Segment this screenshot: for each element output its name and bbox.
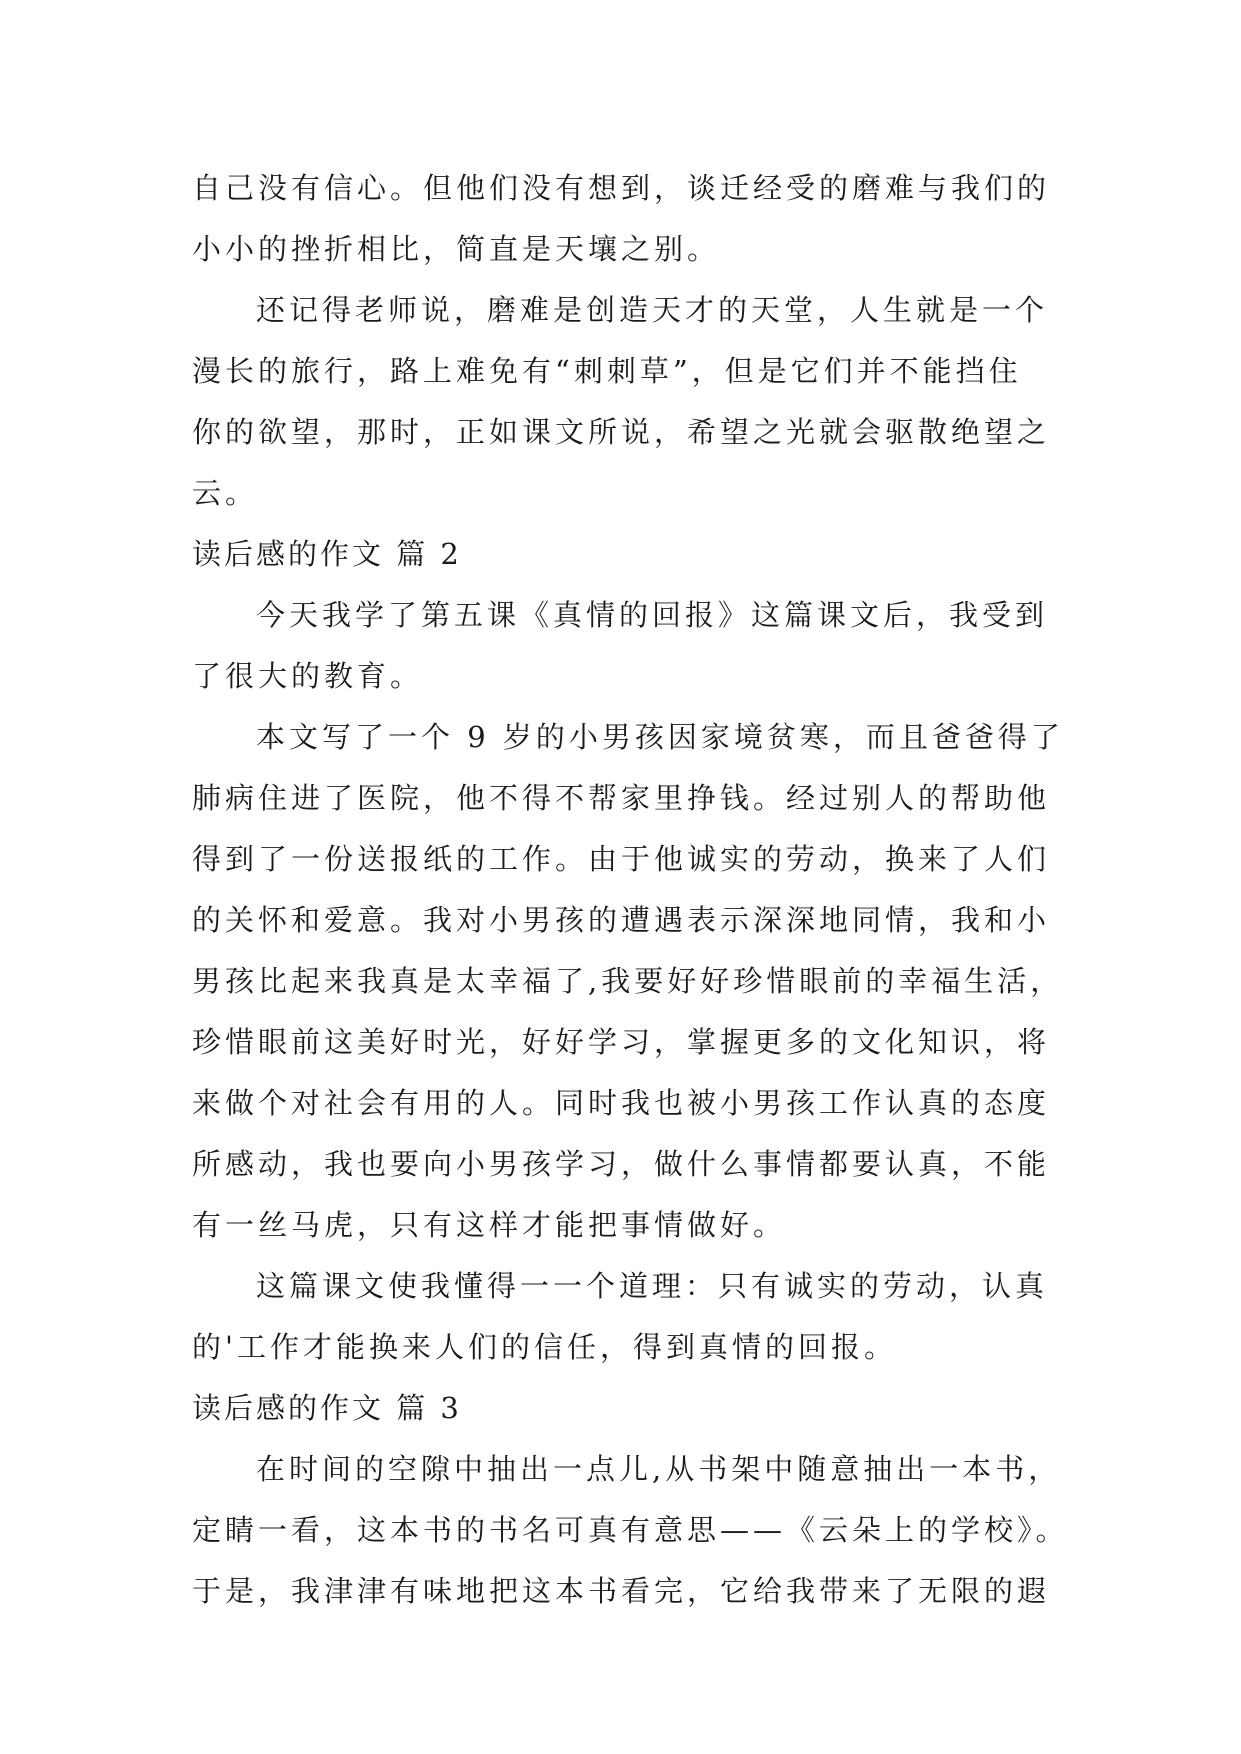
text-line: 在时间的空隙中抽出一点儿,从书架中随意抽出一本书，: [256, 1452, 1062, 1486]
text-line: 云。: [192, 476, 259, 510]
text-line: 的'工作才能换来人们的信任，得到真情的回报。: [192, 1330, 897, 1364]
text-line: 了很大的教育。: [192, 659, 424, 693]
text-line: 珍惜眼前这美好时光，好好学习，掌握更多的文化知识，将: [192, 1025, 1051, 1059]
text-line: 漫长的旅行，路上难免有“刺刺草”，但是它们并不能挡住: [192, 354, 1022, 388]
text-line: 来做个对社会有用的人。同时我也被小男孩工作认真的态度: [192, 1086, 1051, 1120]
document-body: [192, 158, 1072, 1622]
section-heading: 读后感的作文 篇 3: [192, 1391, 462, 1425]
text-line: 小小的挫折相比，简直是天壤之别。: [192, 232, 721, 266]
text-line: 于是，我津津有味地把这本书看完，它给我带来了无限的遐: [192, 1574, 1051, 1608]
section-heading: 读后感的作文 篇 2: [192, 537, 462, 571]
text-line: 自己没有信心。但他们没有想到，谈迁经受的磨难与我们的: [192, 171, 1051, 205]
text-line: 有一丝马虎，只有这样才能把事情做好。: [192, 1208, 787, 1242]
text-line: 本文写了一个 9 岁的小男孩因家境贫寒，而且爸爸得了: [256, 720, 1064, 754]
text-line: 得到了一份送报纸的工作。由于他诚实的劳动，换来了人们: [192, 842, 1051, 876]
text-line: 定睛一看，这本书的书名可真有意思——《云朵上的学校》。: [192, 1513, 1069, 1547]
text-line: 这篇课文使我懂得一一个道理：只有诚实的劳动，认真: [256, 1269, 1049, 1303]
text-line: 的关怀和爱意。我对小男孩的遭遇表示深深地同情，我和小: [192, 903, 1051, 937]
text-line: 今天我学了第五课《真情的回报》这篇课文后，我受到: [256, 598, 1049, 632]
text-line: 肺病住进了医院，他不得不帮家里挣钱。经过别人的帮助他: [192, 781, 1051, 815]
text-line: 所感动，我也要向小男孩学习，做什么事情都要认真，不能: [192, 1147, 1051, 1181]
text-line: 男孩比起来我真是太幸福了,我要好好珍惜眼前的幸福生活，: [192, 964, 1064, 998]
text-line: 还记得老师说，磨难是创造天才的天堂，人生就是一个: [256, 293, 1049, 327]
text-line: 你的欲望，那时，正如课文所说，希望之光就会驱散绝望之: [192, 415, 1051, 449]
